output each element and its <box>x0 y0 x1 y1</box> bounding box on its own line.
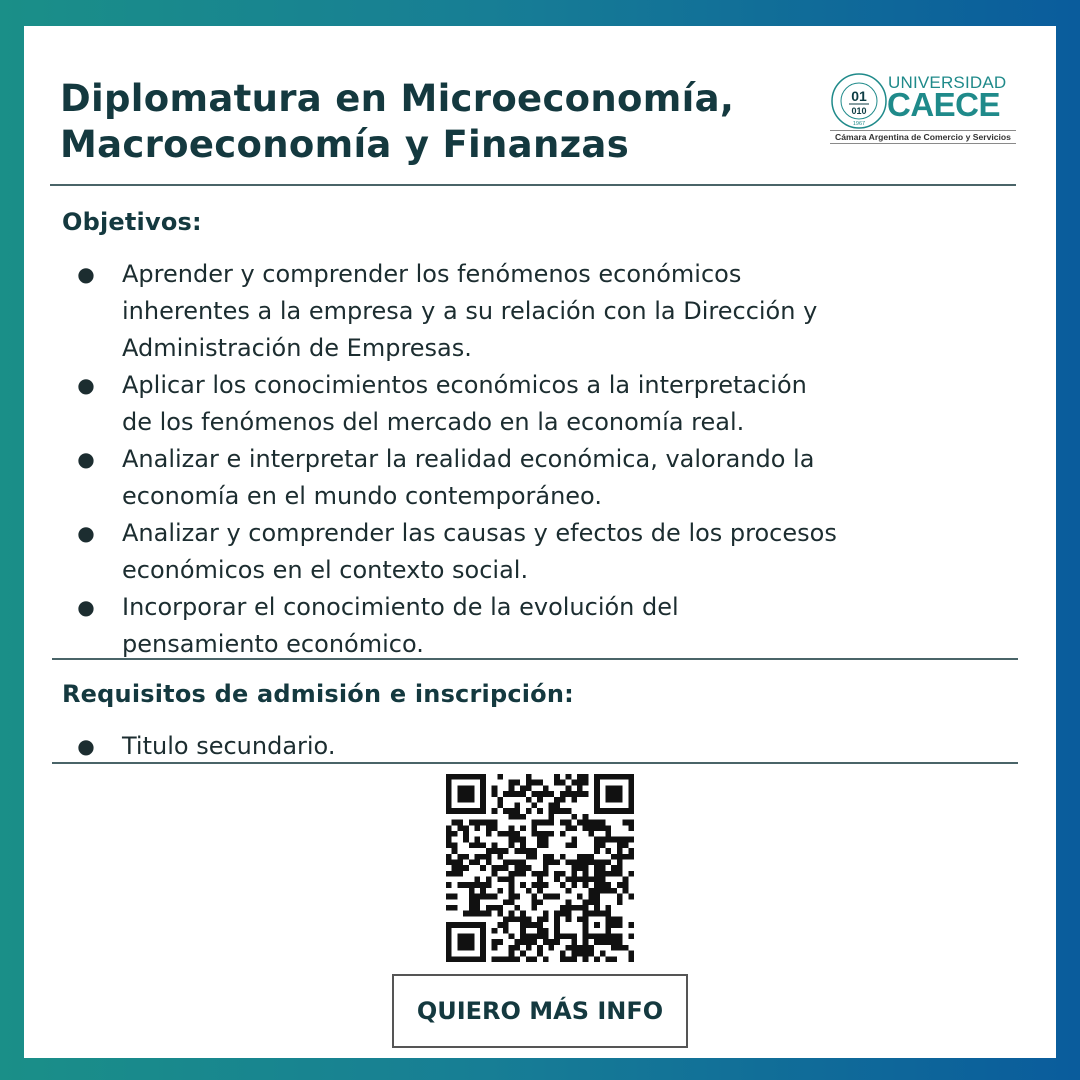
list-item <box>74 367 974 441</box>
logo-subtitle-text: Cámara Argentina de Comercio y Servicios <box>830 130 1016 144</box>
divider <box>52 658 1018 660</box>
list-item-line: económicos en el contexto social. <box>122 556 529 584</box>
logo-university-text: UNIVERSIDAD <box>888 73 1007 92</box>
page-title <box>60 76 800 168</box>
page-title-line-2: Macroeconomía y Finanzas <box>60 123 630 166</box>
list-item <box>74 441 974 515</box>
bullet-icon: ● <box>77 373 95 397</box>
bullet-icon: ● <box>77 447 95 471</box>
list-item-line: inherentes a la empresa y a su relación con la Dirección y <box>122 297 818 325</box>
seal-bottom-text: 010 <box>851 106 867 116</box>
list-item-line: Aplicar los conocimientos económicos a la interpretación <box>122 371 807 399</box>
list-item-line: economía en el mundo contemporáneo. <box>122 482 602 510</box>
bullet-icon: ● <box>77 734 95 758</box>
list-item-line: Analizar y comprender las causas y efectos de los procesos <box>122 519 837 547</box>
qr-code-icon[interactable] <box>446 774 634 962</box>
list-item-line: Incorporar el conocimiento de la evolución del <box>122 593 679 621</box>
list-item <box>74 728 974 765</box>
requirements-list <box>74 728 974 765</box>
list-item-line: Titulo secundario. <box>122 732 336 760</box>
divider <box>50 184 1016 186</box>
bullet-icon: ● <box>77 595 95 619</box>
university-seal-icon <box>830 72 888 130</box>
flyer-card <box>24 26 1056 1058</box>
bullet-icon: ● <box>77 262 95 286</box>
bullet-icon: ● <box>77 521 95 545</box>
more-info-button[interactable]: QUIERO MÁS INFO <box>392 974 688 1048</box>
requirements-heading: Requisitos de admisión e inscripción: <box>62 680 574 708</box>
seal-year-text: 1967 <box>852 121 866 127</box>
list-item-line: pensamiento económico. <box>122 630 424 658</box>
list-item-line: Aprender y comprender los fenómenos económicos <box>122 260 742 288</box>
list-item <box>74 515 974 589</box>
divider <box>52 762 1018 764</box>
list-item-line: de los fenómenos del mercado en la economía real. <box>122 408 745 436</box>
list-item-line: Administración de Empresas. <box>122 334 472 362</box>
page-title-line-1: Diplomatura en Microeconomía, <box>60 77 735 120</box>
university-logo <box>830 72 1016 142</box>
seal-top-text: 01 <box>851 88 867 104</box>
objectives-list <box>74 256 974 663</box>
list-item <box>74 256 974 367</box>
list-item-line: Analizar e interpretar la realidad económica, valorando la <box>122 445 815 473</box>
list-item <box>74 589 974 663</box>
logo-name-text: CAECE <box>887 86 1001 123</box>
objectives-heading: Objetivos: <box>62 208 202 236</box>
